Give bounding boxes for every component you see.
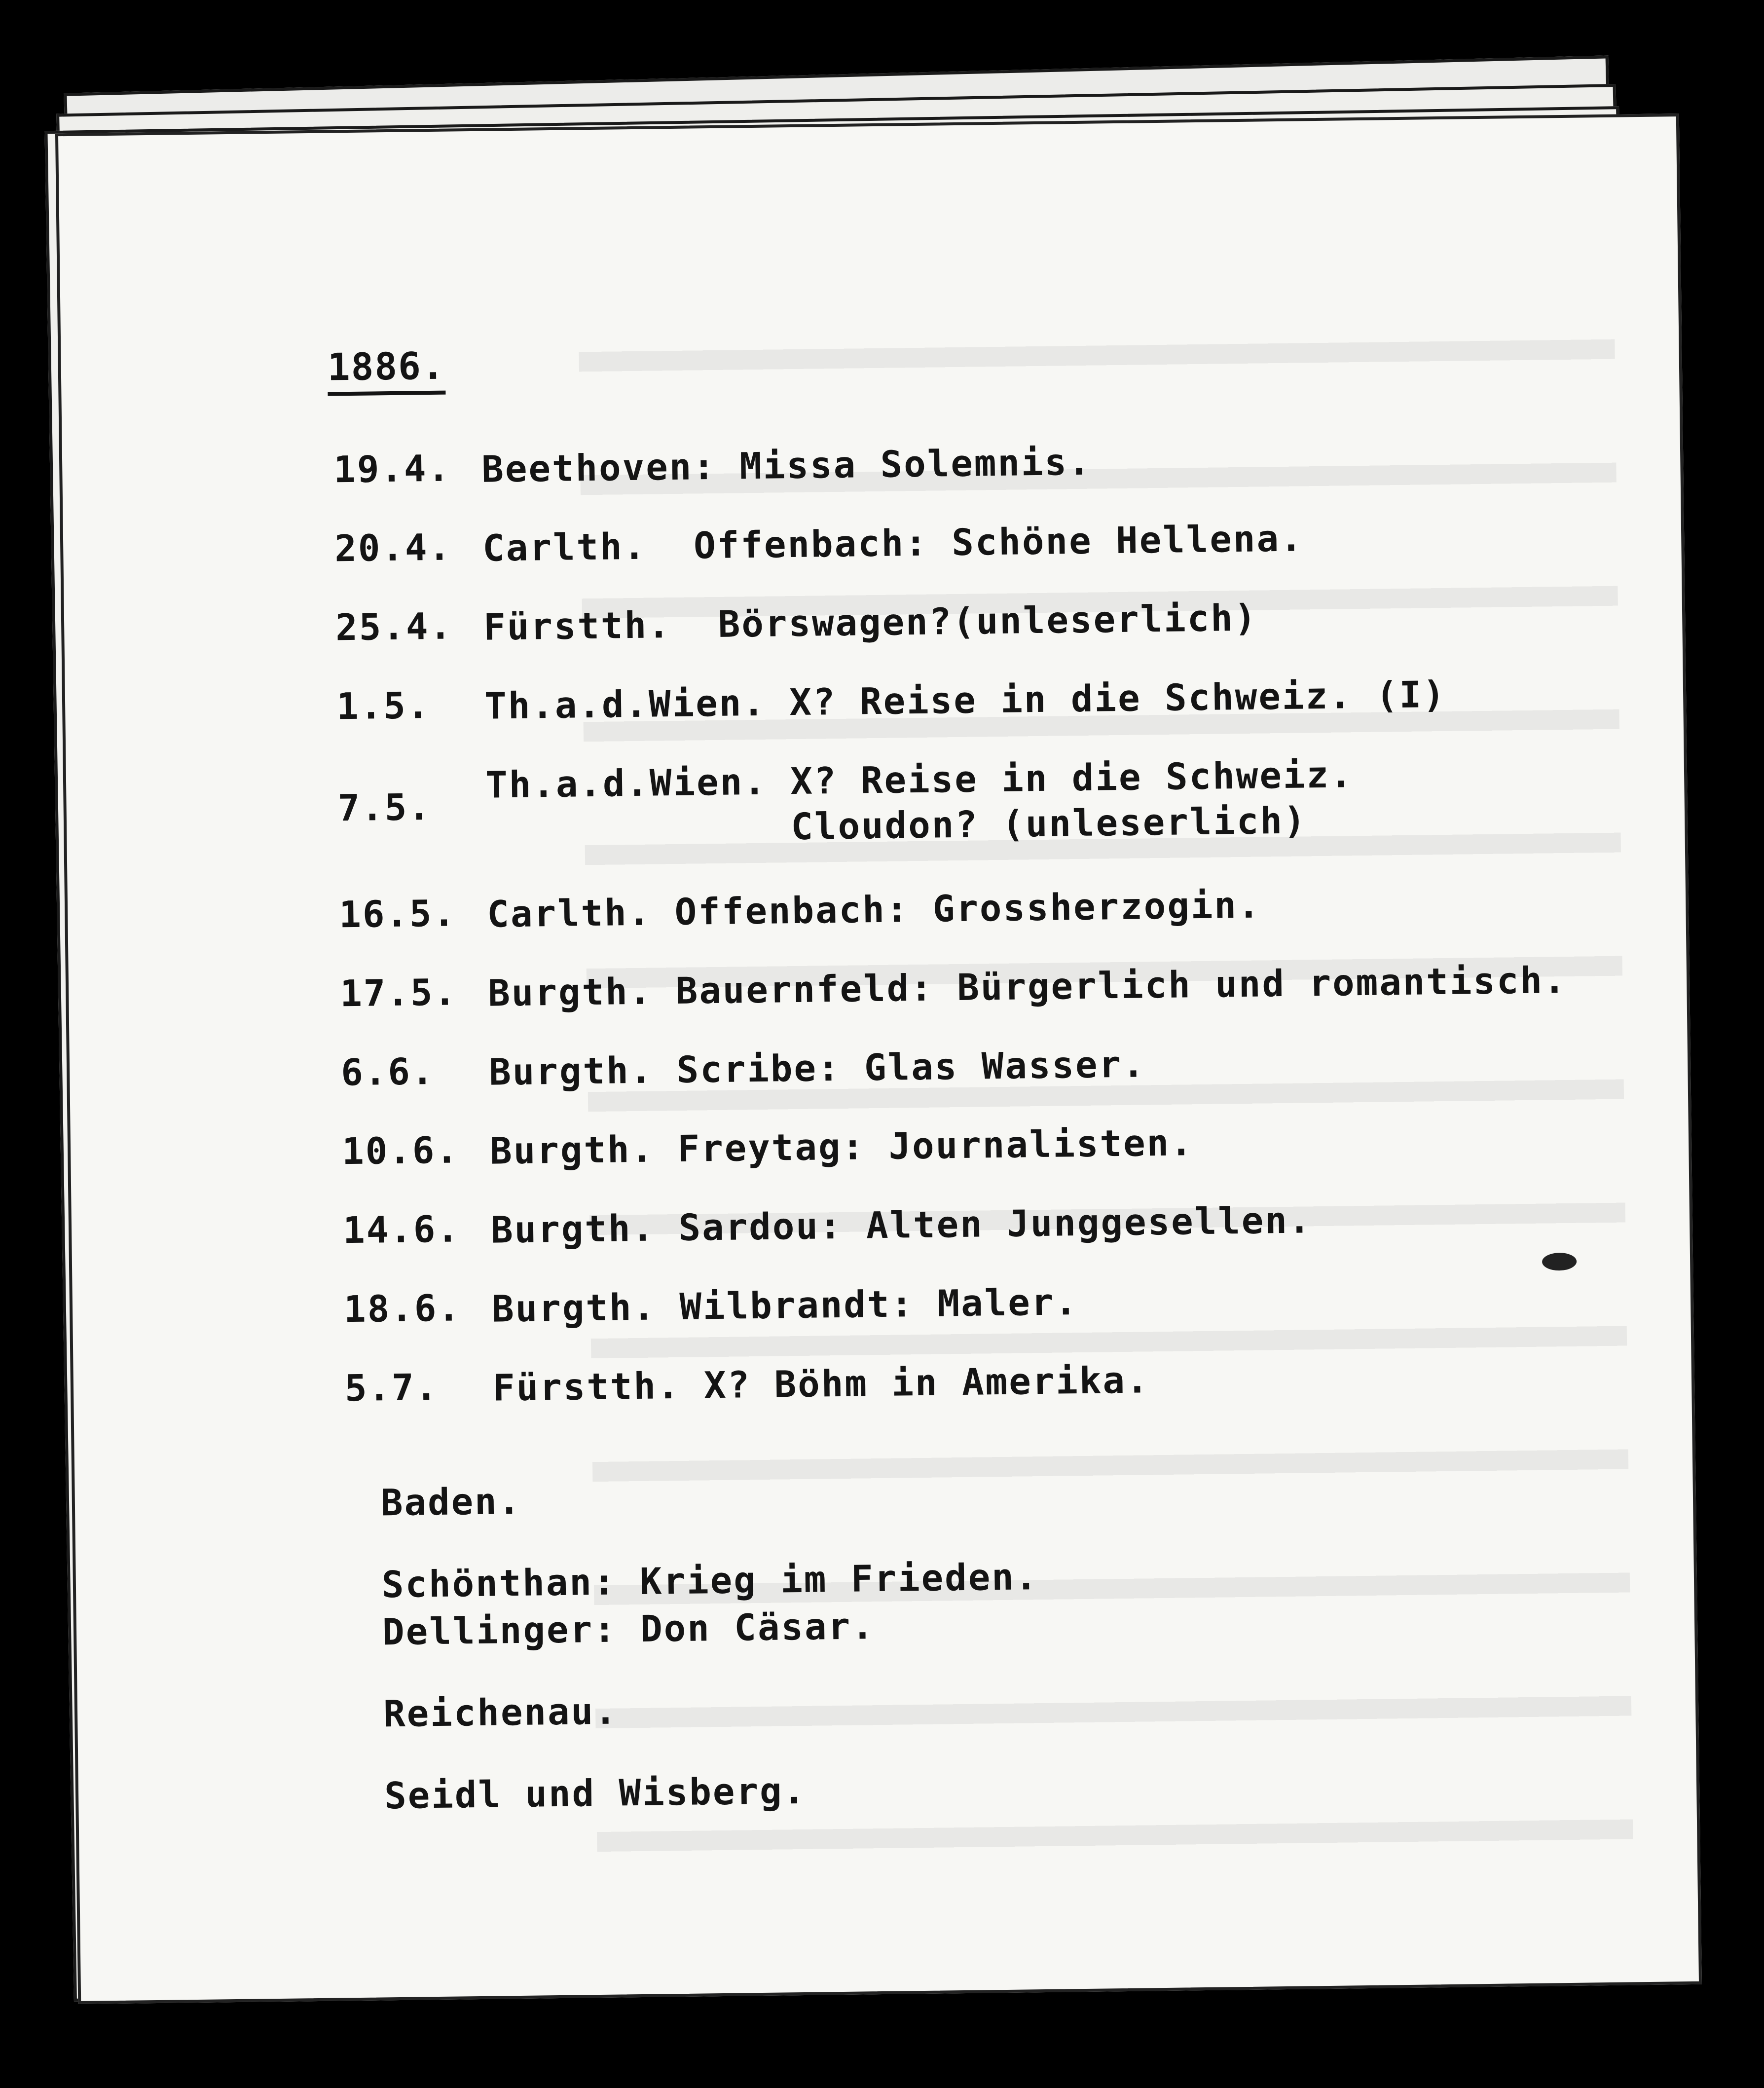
list-item <box>345 1351 1678 1446</box>
entry-text: Fürstth. Börswagen?(unleserlich) <box>483 597 1258 649</box>
entry-date: 16.5. <box>338 892 457 936</box>
entry-date: 7.5. <box>337 786 432 830</box>
note-baden: Baden. <box>380 1480 522 1525</box>
entry-text-line: Cloudon? (unleserlich) <box>485 799 1308 852</box>
entry-text: Burgth. Bauernfeld: Bürgerlich und romantisch. <box>487 959 1568 1015</box>
entry-date: 10.6. <box>341 1129 460 1173</box>
entry-date: 1.5. <box>336 684 431 728</box>
list-item <box>337 748 1671 894</box>
year-heading: 1886. <box>327 344 445 396</box>
entry-text: Burgth. Wilbrandt: Maler. <box>491 1281 1079 1331</box>
entry-text-line: Th.a.d.Wien. X? Reise in die Schweiz. <box>485 753 1354 807</box>
entry-text: Carlth. Offenbach: Schöne Hellena. <box>482 517 1304 570</box>
entry-date: 17.5. <box>339 971 458 1015</box>
entry-text: Burgth. Freytag: Journalisten. <box>489 1121 1194 1173</box>
entry-text: Fürstth. X? Böhm in Amerika. <box>492 1359 1150 1410</box>
note-reichenau: Reichenau. <box>383 1690 619 1736</box>
entry-date: 25.4. <box>335 605 453 649</box>
note-seidl: Seidl und Wisberg. <box>384 1769 807 1818</box>
entry-date: 5.7. <box>344 1366 439 1410</box>
note-line: Schönthan: Krieg im Frieden. <box>381 1556 1039 1606</box>
note-line: Dellinger: Don Cäsar. <box>382 1605 876 1654</box>
notes-section <box>380 1471 1041 1820</box>
entry-text: Burgth. Scribe: Glas Wasser. <box>488 1043 1146 1094</box>
entry-text: Beethoven: Missa Solemnis. <box>481 441 1092 491</box>
entry-text: Carlth. Offenbach: Grossherzogin. <box>486 884 1261 936</box>
entry-text: Burgth. Sardou: Alten Junggesellen. <box>490 1199 1312 1252</box>
performance-list <box>333 432 1678 1446</box>
document-page <box>55 113 1702 2004</box>
entry-text <box>485 752 1355 853</box>
entry-date: 19.4. <box>333 447 451 491</box>
entry-date: 18.6. <box>343 1287 462 1331</box>
entry-date: 20.4. <box>334 526 452 570</box>
entry-date: 6.6. <box>340 1050 435 1094</box>
entry-text: Th.a.d.Wien. X? Reise in die Schweiz. (I) <box>484 673 1447 728</box>
page-content <box>58 116 1699 2001</box>
entry-date: 14.6. <box>342 1208 461 1252</box>
